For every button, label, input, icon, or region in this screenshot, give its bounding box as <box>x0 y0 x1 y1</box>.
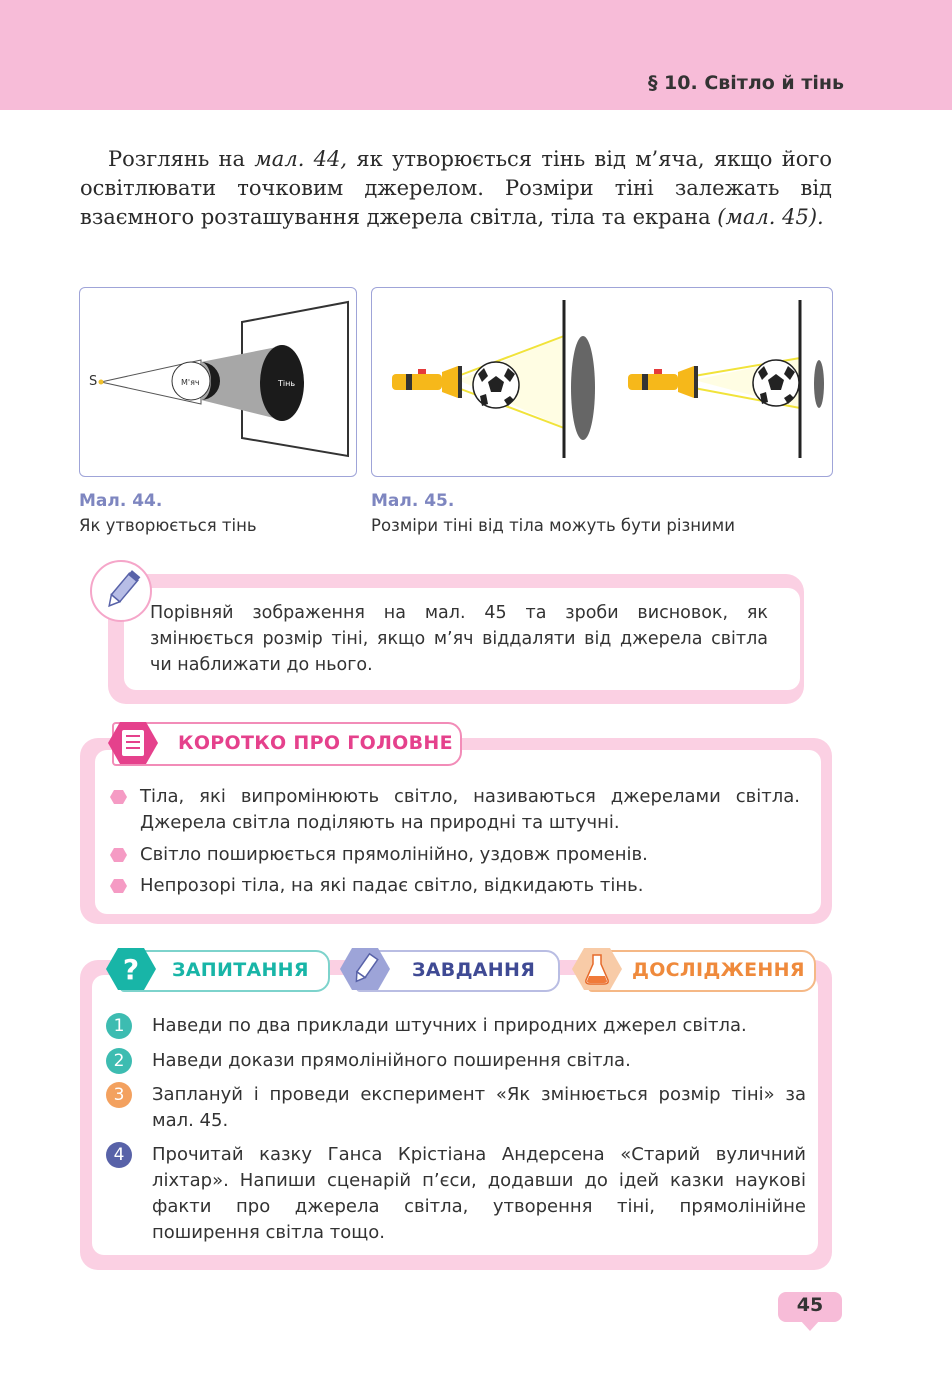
intro-paragraph <box>80 145 832 232</box>
summary-bullet-3 <box>110 873 800 899</box>
figure-45-frame <box>371 287 833 477</box>
intro-ref-fig44: мал. 44, <box>254 147 348 171</box>
figure-45-illustration <box>372 288 832 476</box>
note-text: Порівняй зображення на мал. 45 та зроби висновок, як змінюється розмір тіні, якщо м’яч віддаляти від джерела світла чи наближати до нього. <box>150 603 768 675</box>
page-tab-pointer <box>800 1320 820 1332</box>
hexagon-bullet-icon <box>110 848 127 862</box>
svg-text:?: ? <box>122 953 140 986</box>
task-number: 3 <box>106 1082 132 1108</box>
flask-icon <box>572 946 622 992</box>
task-number: 2 <box>106 1048 132 1074</box>
intro-part2: як утворюється тінь від м’яча, якщо його освітлювати точковим джерелом. Розміри тіні залежать від взаємного розташування джерела світла, тіла та екрана <box>80 147 832 229</box>
fig44-shadow-label: Тінь <box>278 379 296 388</box>
pencil-icon <box>340 946 390 992</box>
soccer-ball-right-icon <box>753 360 799 406</box>
figure-44-caption-title: Мал. 44. <box>79 491 163 511</box>
summary-title: КОРОТКО ПРО ГОЛОВНЕ <box>178 732 453 754</box>
page-number: 45 <box>796 1294 824 1316</box>
intro-part1: Розглянь на <box>108 147 255 171</box>
figure-45-caption-text: Розміри тіні від тіла можуть бути різними <box>371 516 735 535</box>
flashlight-left-icon <box>392 366 462 398</box>
task-text: Прочитай казку Ганса Крістіана Андерсена «Старий вуличний ліхтар». Напиши сценарій п’єси, додавши до ідей казки наукові факти про джерела світла, утворення тіні, прямолінійне поширення світла тощо. <box>152 1144 806 1243</box>
summary-bullet-1 <box>110 784 800 836</box>
flashlight-right-icon <box>628 366 698 398</box>
task-number: 1 <box>106 1013 132 1039</box>
summary-bullet-text: Світло поширюється прямолінійно, уздовж променів. <box>140 844 648 865</box>
tab-assignments-label: ЗАВДАННЯ <box>412 959 536 981</box>
figure-44-illustration <box>80 288 356 476</box>
tab-research-label: ДОСЛІДЖЕННЯ <box>632 959 805 981</box>
tab-questions-label: ЗАПИТАННЯ <box>172 959 309 981</box>
task-text: Наведи докази прямолінійного поширення світла. <box>152 1050 631 1071</box>
intro-ref-fig45: (мал. 45). <box>717 205 824 229</box>
figure-44-frame <box>79 287 357 477</box>
question-icon <box>106 946 156 992</box>
summary-bullet-2 <box>110 842 800 868</box>
task-number: 4 <box>106 1142 132 1168</box>
hexagon-bullet-icon <box>110 879 127 893</box>
figure-45-caption-title: Мал. 45. <box>371 491 455 511</box>
task-item-4 <box>106 1142 806 1246</box>
task-item-3 <box>106 1082 806 1134</box>
task-text: Наведи по два приклади штучних і природних джерел світла. <box>152 1015 747 1036</box>
task-item-1 <box>106 1013 806 1039</box>
fig44-source-label: S <box>89 374 98 389</box>
task-text: Заплануй і проведи експеримент «Як змінюється розмір тіні» за мал. 45. <box>152 1084 806 1131</box>
summary-bullet-text: Тіла, які випромінюють світло, називаються джерелами світла. Джерела світла поділяють на природні та штучні. <box>140 786 800 833</box>
task-item-2 <box>106 1048 806 1074</box>
pencil-badge <box>90 560 152 622</box>
figure-44-caption-text: Як утворюється тінь <box>79 516 257 535</box>
soccer-ball-left-icon <box>473 362 519 408</box>
summary-bullet-text: Непрозорі тіла, на які падає світло, відкидають тінь. <box>140 875 644 896</box>
pencil-icon <box>92 562 150 620</box>
section-title: § 10. Світло й тінь <box>647 72 844 94</box>
fig44-ball-label: М'яч <box>181 378 200 387</box>
checklist-icon <box>108 720 158 766</box>
hexagon-bullet-icon <box>110 790 127 804</box>
